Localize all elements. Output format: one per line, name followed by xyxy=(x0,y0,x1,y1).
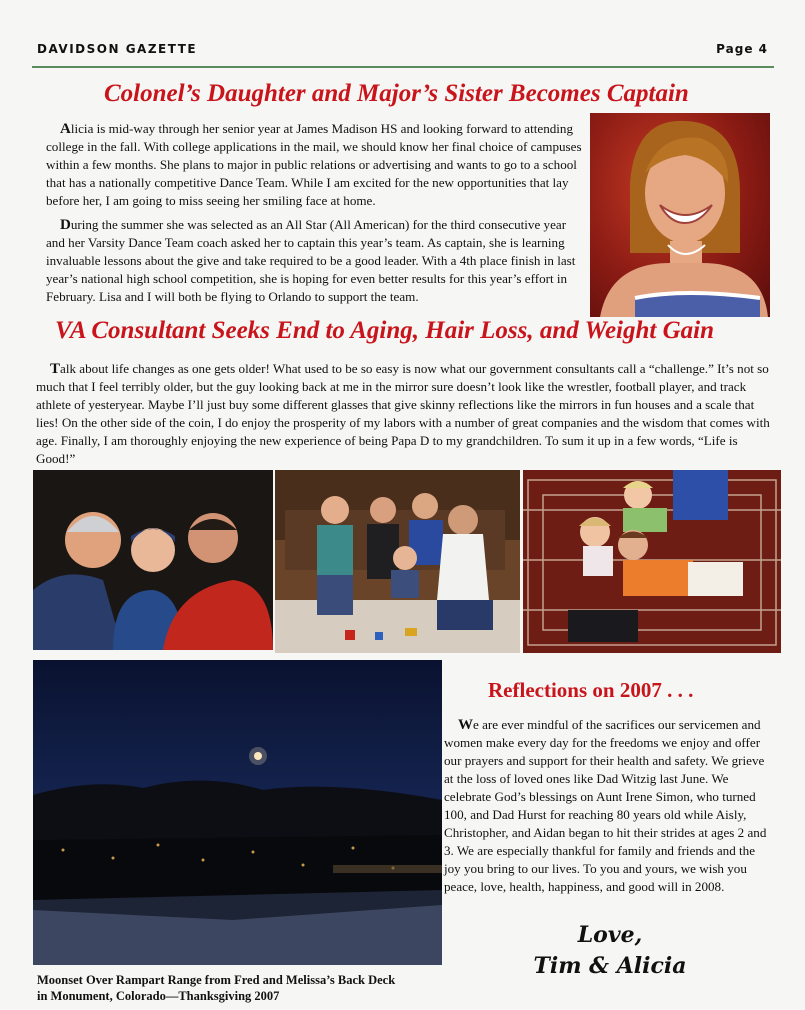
family-photo-2 xyxy=(275,470,520,653)
drop-cap: T xyxy=(50,361,61,377)
moonset-photo xyxy=(33,660,442,965)
photo-3-illustration xyxy=(523,470,781,653)
paragraph-text: alk about life changes as one gets older! What used to be so easy is now what our government consultants call a “challenge.” It’s not so much that I feel terribly older, but the guy looking back at me in the mirror sure doesn’t look like the wrestler, football player, and track athlete of yesteryear. Maybe I’ll just buy some different glasses that give skinny reflections like the mirrors in fun houses and a scale that lies! On the other side of the coin, I do enjoy the prosperity of my labors with a number of great companies and the wisdom that comes with age. Finally, I am thoroughly enjoying the new experience of being Papa D to my grandchildren. To sum it up in a few words, “Life is Good!” xyxy=(36,361,770,466)
drop-cap: A xyxy=(60,121,71,137)
drop-cap: D xyxy=(60,217,71,233)
article2-title: VA Consultant Seeks End to Aging, Hair Loss, and Weight Gain xyxy=(55,317,714,344)
moonset-illustration xyxy=(33,660,442,965)
paragraph-text: uring the summer she was selected as an All Star (All American) for the third consecutive year and her Varsity Dance Team coach asked her to captain this year’s team. As captain, she is learning invaluable lessons about the give and take required to be a good leader. With a 4th place finish in last year’s national high school competition, she is hoping for even better results for this year’s effort in February. Lisa and I will both be flying to Orlando to support the team. xyxy=(46,217,576,304)
moonset-caption xyxy=(37,972,457,1004)
publication-name: DAVIDSON GAZETTE xyxy=(37,42,198,56)
family-photo-3 xyxy=(523,470,781,653)
article3-paragraph-1 xyxy=(444,716,775,896)
portrait-photo xyxy=(590,113,770,317)
drop-cap: W xyxy=(458,717,473,733)
family-photo-1 xyxy=(33,470,273,650)
article2-body xyxy=(36,360,774,468)
article2-paragraph-1 xyxy=(36,360,774,468)
article3-body xyxy=(444,716,775,896)
portrait-illustration xyxy=(590,113,770,317)
caption-line-2: in Monument, Colorado—Thanksgiving 2007 xyxy=(37,989,280,1003)
article1-paragraph-2 xyxy=(46,216,584,306)
photo-2-illustration xyxy=(275,470,520,653)
article1-body xyxy=(46,120,584,306)
paragraph-text: e are ever mindful of the sacrifices our servicemen and women make every day for the freedoms we enjoy and offer our prayers and support for their health and safety. We grieve at the loss of loved ones like Dad Witzig last June. We celebrate God’s blessings on Aunt Irene Simon, who turned 100, and Dad Hurst for reaching 80 years old while Aisly, Christopher, and Aidan began to hit their strides at ages 2 and 3. We are especially thankful for family and friends and the joy you bring to our lives. To you and yours, we wish you peace, love, health, happiness, and good will in 2008. xyxy=(444,717,767,894)
page-number: Page 4 xyxy=(716,42,768,56)
caption-line-1: Moonset Over Rampart Range from Fred and Melissa’s Back Deck xyxy=(37,973,396,987)
photo-1-illustration xyxy=(33,470,273,650)
header-rule xyxy=(32,66,774,68)
article1-paragraph-1 xyxy=(46,120,584,210)
closing-love: Love, xyxy=(577,922,643,948)
article1-title: Colonel’s Daughter and Major’s Sister Becomes Captain xyxy=(104,80,689,107)
article3-title: Reflections on 2007 . . . xyxy=(488,678,694,702)
signature: Tim & Alicia xyxy=(533,953,687,979)
paragraph-text: licia is mid-way through her senior year at James Madison HS and looking forward to attending college in the fall. With college applications in the mail, we should know her final choice of campuses within a few months. She plans to major in public relations or advertising and wants to go to a school that has a nationally competitive Dance Team. While I am excited for the new opportunities that lay before her, I am going to miss seeing her smiling face at home. xyxy=(46,121,582,208)
